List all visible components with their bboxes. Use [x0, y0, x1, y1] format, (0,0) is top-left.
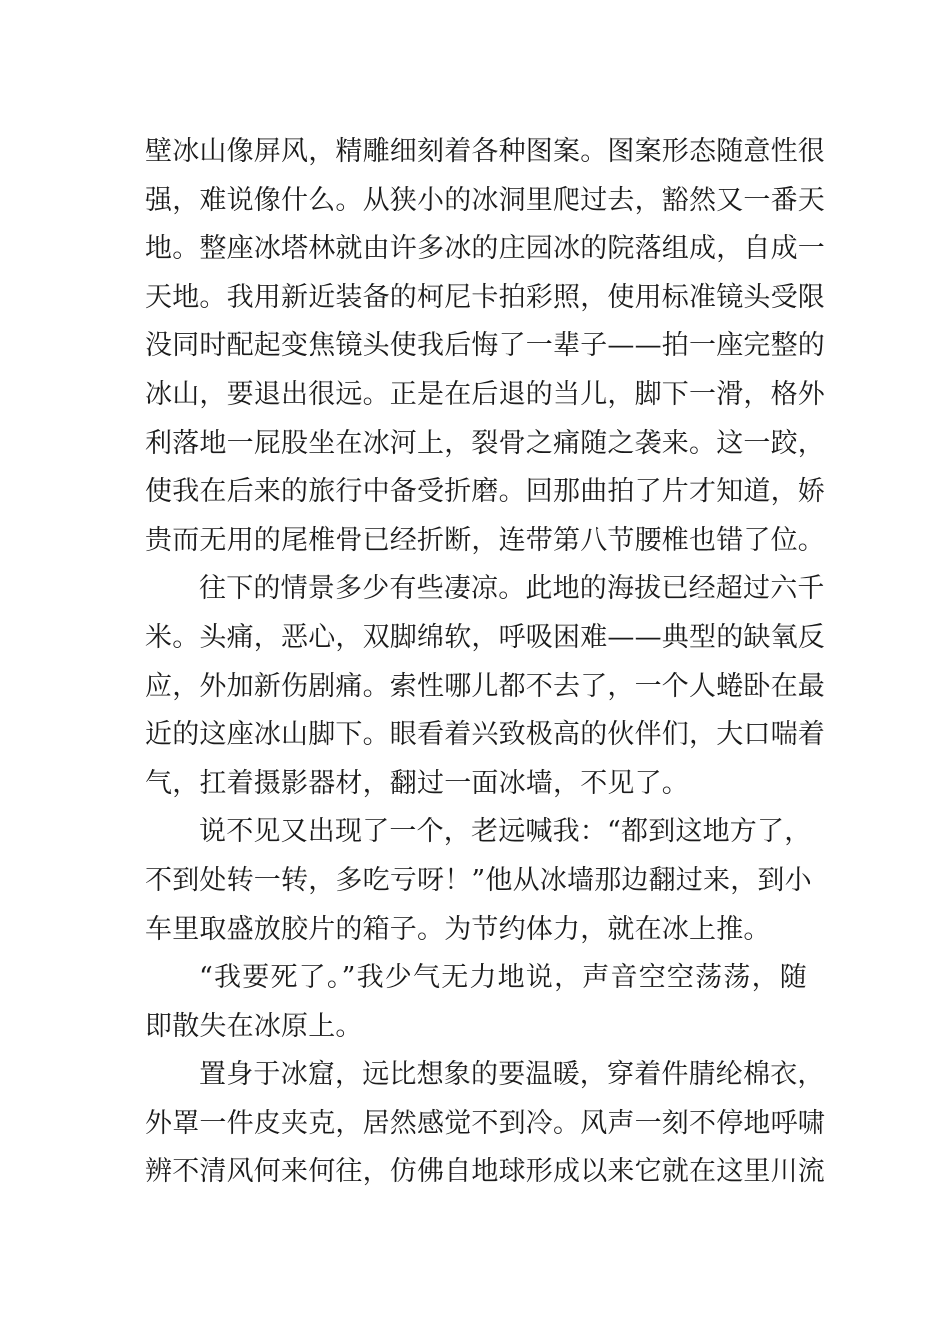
paragraph-first-line: 置身于冰窟，远比想象的要温暖，穿着件腈纶棉衣，	[199, 1059, 825, 1091]
paragraph-first-line: “我要死了。”我少气无力地说，声音空空荡荡，随	[199, 962, 807, 994]
document-body	[145, 128, 825, 1197]
text-line: 近的这座冰山脚下。眼看着兴致极高的伙伴们，大口喘着	[145, 719, 825, 751]
text-line: 米。头痛，恶心，双脚绵软，呼吸困难——典型的缺氧反	[145, 621, 825, 653]
text-line: 外罩一件皮夹克，居然感觉不到冷。风声一刻不停地呼啸	[145, 1107, 825, 1139]
text-line: 利落地一屁股坐在冰河上，裂骨之痛随之袭来。这一跤，	[145, 427, 825, 459]
text-line: 冰山，要退出很远。正是在后退的当儿，脚下一滑，格外	[145, 378, 825, 410]
text-line: 壁冰山像屏风，精雕细刻着各种图案。图案形态随意性很	[145, 136, 825, 167]
text-line: 没同时配起变焦镜头使我后悔了一辈子——拍一座完整的	[145, 330, 825, 362]
text-line: 不到处转一转，多吃亏呀！”他从冰墙那边翻过来，到小	[145, 864, 812, 896]
text-line: 强，难说像什么。从狭小的冰洞里爬过去，豁然又一番天	[145, 184, 825, 216]
text-line: 天地。我用新近装备的柯尼卡拍彩照，使用标准镜头受限	[145, 281, 825, 313]
text-line: 车里取盛放胶片的箱子。为节约体力，就在冰上推。	[145, 913, 771, 945]
text-line: 气，扛着摄影器材，翻过一面冰墙，不见了。	[145, 767, 689, 799]
text-line: 贵而无用的尾椎骨已经折断，连带第八节腰椎也错了位。	[145, 524, 825, 556]
text-line: 使我在后来的旅行中备受折磨。回那曲拍了片才知道，娇	[145, 476, 825, 508]
text-line: 应，外加新伤剧痛。索性哪儿都不去了，一个人蜷卧在最	[145, 670, 825, 702]
paragraph-first-line: 往下的情景多少有些凄凉。此地的海拔已经超过六千	[199, 573, 825, 605]
text-line: 辨不清风何来何往，仿佛自地球形成以来它就在这里川流	[145, 1156, 825, 1188]
paragraph-first-line: 说不见又出现了一个，老远喊我：“都到这地方了，	[199, 816, 812, 848]
text-line: 地。整座冰塔林就由许多冰的庄园冰的院落组成，自成一	[145, 233, 825, 265]
text-line: 即散失在冰原上。	[145, 1010, 363, 1042]
